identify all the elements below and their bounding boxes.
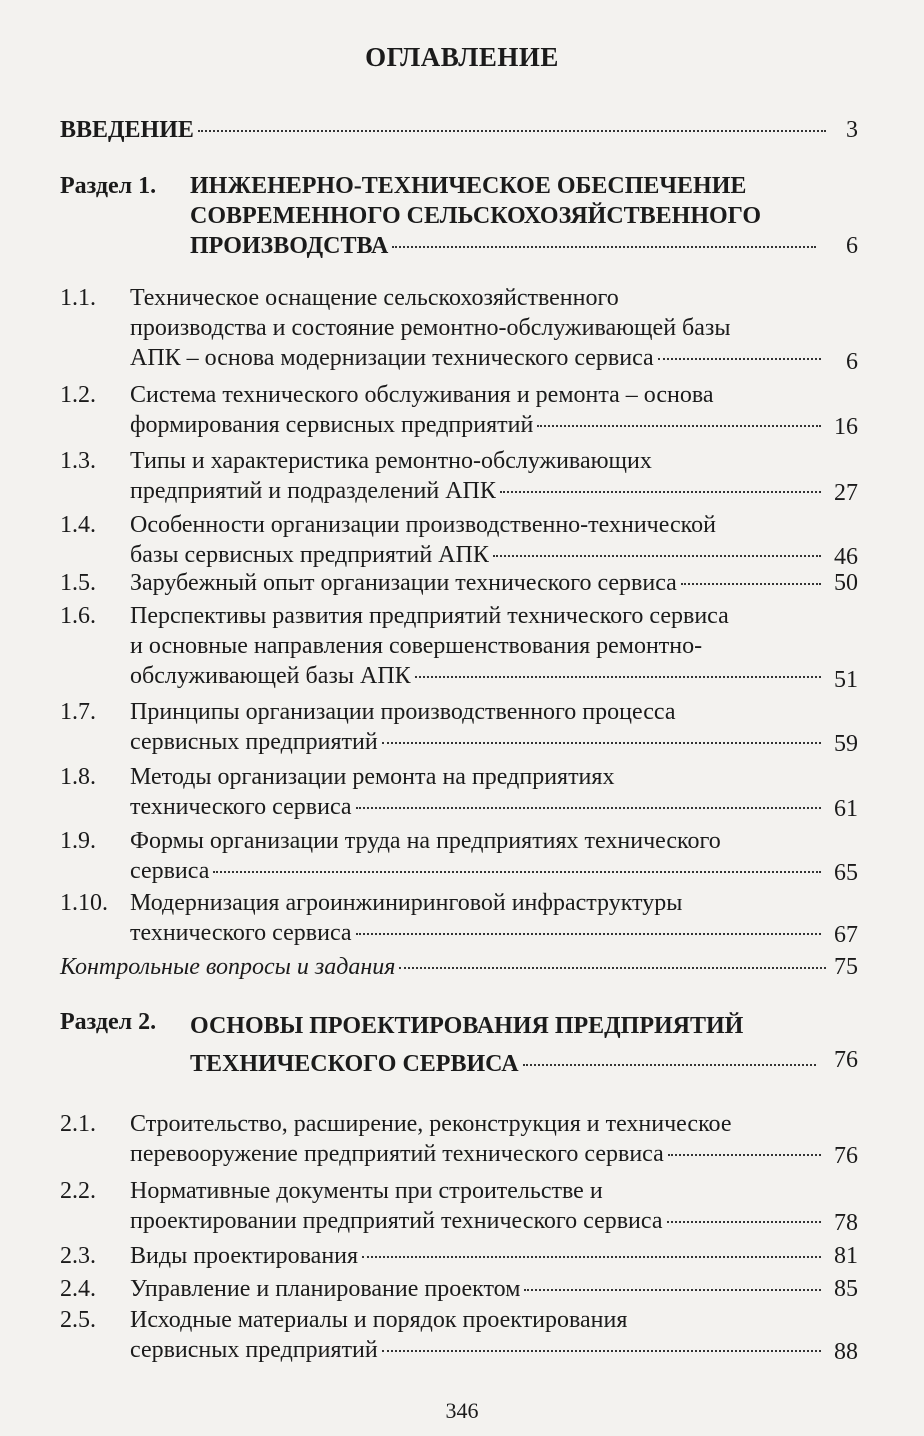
dot-leader (399, 967, 826, 969)
toc-entry-1-9-line: сервиса (130, 858, 210, 884)
toc-entry-1-8-last-line (130, 792, 825, 822)
toc-entry-2-4-last-line (130, 1274, 825, 1304)
toc-entry-2-3-line: Виды проектирования (130, 1243, 359, 1269)
toc-entry-1-3-text (130, 446, 830, 506)
toc-entry-1-1-number: 1.1. (60, 285, 96, 311)
toc-entry-1-1-line: АПК – основа модернизации технического сервиса (130, 345, 654, 371)
dot-leader (523, 1064, 816, 1066)
dot-leader (500, 491, 821, 493)
toc-entry-1-2-page: 16 (834, 414, 858, 440)
toc-entry-2-2-number: 2.2. (60, 1178, 96, 1204)
toc-entry-1-2-text (130, 380, 830, 440)
toc-entry-2-1-last-line (130, 1139, 825, 1169)
section-1-heading-text (190, 171, 830, 261)
page-title: ОГЛАВЛЕНИЕ (365, 42, 559, 72)
toc-entry-1-7-line: Принципы организации производственного процесса (130, 699, 676, 725)
toc-entry-2-1-text (130, 1109, 830, 1169)
toc-entry-1-7-number: 1.7. (60, 699, 96, 725)
intro-label: ВВЕДЕНИЕ (60, 117, 194, 143)
dot-leader (213, 871, 821, 873)
toc-entry-2-1-line: перевооружение предприятий технического сервиса (130, 1141, 664, 1167)
toc-entry-2-4-number: 2.4. (60, 1276, 96, 1302)
section-1-heading-last-line (190, 231, 820, 261)
toc-entry-1-1-line: производства и состояние ремонтно-обслуживающей базы (130, 315, 731, 341)
dot-leader (537, 425, 821, 427)
toc-entry-1-1-text (130, 283, 830, 373)
section-1-heading-line: СОВРЕМЕННОГО СЕЛЬСКОХОЗЯЙСТВЕННОГО (190, 203, 762, 229)
dot-leader (493, 555, 821, 557)
toc-entry-2-3-last-line (130, 1241, 825, 1271)
toc-entry-1-7-page: 59 (834, 731, 858, 757)
toc-entry-1-4-number: 1.4. (60, 512, 96, 538)
dot-leader (681, 583, 821, 585)
toc-entry-1-1-last-line (130, 343, 825, 373)
dot-leader (667, 1221, 822, 1223)
section-1-heading-page: 6 (846, 233, 858, 259)
toc-entry-2-3-page: 81 (834, 1243, 858, 1269)
toc-entry-1-3-page: 27 (834, 480, 858, 506)
toc-entry-2-5-text (130, 1305, 830, 1365)
toc-entry-2-5-page: 88 (834, 1339, 858, 1365)
toc-entry-2-5-last-line (130, 1335, 825, 1365)
toc-entry-2-2-page: 78 (834, 1210, 858, 1236)
toc-entry-1-10-page: 67 (834, 922, 858, 948)
toc-entry-1-10-line: технического сервиса (130, 920, 352, 946)
toc-entry-1-10-last-line (130, 918, 825, 948)
toc-entry-2-3-text (130, 1241, 830, 1271)
section-2-heading-number: Раздел 2. (60, 1009, 157, 1035)
toc-entry-1-9-last-line (130, 856, 825, 886)
toc-entry-1-6-line: и основные направления совершенствования ремонтно- (130, 633, 703, 659)
toc-entry-1-8-number: 1.8. (60, 764, 96, 790)
toc-entry-1-4-line: базы сервисных предприятий АПК (130, 542, 489, 568)
section-1-heading-number: Раздел 1. (60, 173, 157, 199)
toc-entry-1-7-last-line (130, 727, 825, 757)
toc-entry-2-1-page: 76 (834, 1143, 858, 1169)
toc-entry-intro-line (60, 115, 830, 145)
toc-entry-1-10-number: 1.10. (60, 890, 108, 916)
dot-leader (524, 1289, 821, 1291)
toc-entry-1-5-last-line (130, 568, 825, 598)
toc-entry-1-1-line: Техническое оснащение сельскохозяйственного (130, 285, 619, 311)
toc-entry-1-1-page: 6 (846, 349, 858, 375)
toc-entry-1-6-number: 1.6. (60, 603, 96, 629)
toc-entry-1-3-line: предприятий и подразделений АПК (130, 478, 496, 504)
section-2-heading-text (190, 1007, 830, 1083)
toc-entry-2-2-line: проектировании предприятий технического сервиса (130, 1208, 663, 1234)
section-2-heading-line: ТЕХНИЧЕСКОГО СЕРВИСА (190, 1051, 519, 1077)
toc-entry-1-2-line: Система технического обслуживания и ремонта – основа (130, 382, 714, 408)
toc-entry-1-8-line: Методы организации ремонта на предприятиях (130, 764, 615, 790)
toc-entry-1-3-line: Типы и характеристика ремонтно-обслуживающих (130, 448, 652, 474)
toc-entry-2-5-line: Исходные материалы и порядок проектирования (130, 1307, 628, 1333)
dot-leader (382, 1350, 821, 1352)
toc-entry-1-4-text (130, 510, 830, 570)
control-line (60, 952, 830, 982)
section-1-heading-line: ИНЖЕНЕРНО-ТЕХНИЧЕСКОЕ ОБЕСПЕЧЕНИЕ (190, 173, 747, 199)
section-2-heading-line: ОСНОВЫ ПРОЕКТИРОВАНИЯ ПРЕДПРИЯТИЙ (190, 1013, 744, 1039)
toc-entry-2-1-line: Строительство, расширение, реконструкция и техническое (130, 1111, 732, 1137)
toc-entry-1-5-line: Зарубежный опыт организации технического сервиса (130, 570, 677, 596)
toc-entry-1-7-line: сервисных предприятий (130, 729, 378, 755)
toc-entry-1-6-last-line (130, 661, 825, 691)
section-1-heading-line: ПРОИЗВОДСТВА (190, 233, 389, 259)
toc-entry-1-2-number: 1.2. (60, 382, 96, 408)
dot-leader (668, 1154, 821, 1156)
toc-entry-1-6-line: обслуживающей базы АПК (130, 663, 411, 689)
control-label: Контрольные вопросы и задания (60, 954, 396, 980)
toc-entry-1-2-line: формирования сервисных предприятий (130, 412, 534, 438)
toc-entry-2-2-last-line (130, 1206, 825, 1236)
section-2-heading-last-line (190, 1045, 820, 1083)
intro-page: 3 (846, 117, 858, 143)
dot-leader (362, 1256, 821, 1258)
toc-entry-2-2-text (130, 1176, 830, 1236)
toc-entry-1-9-number: 1.9. (60, 828, 96, 854)
toc-entry-1-10-text (130, 888, 830, 948)
toc-entry-1-8-line: технического сервиса (130, 794, 352, 820)
dot-leader (198, 130, 826, 132)
toc-entry-1-7-text (130, 697, 830, 757)
dot-leader (392, 246, 816, 248)
toc-entry-2-5-line: сервисных предприятий (130, 1337, 378, 1363)
toc-entry-1-4-line: Особенности организации производственно-технической (130, 512, 716, 538)
toc-entry-2-5-number: 2.5. (60, 1307, 96, 1333)
toc-entry-1-6-page: 51 (834, 667, 858, 693)
toc-entry-1-8-text (130, 762, 830, 822)
toc-entry-1-8-page: 61 (834, 796, 858, 822)
dot-leader (415, 676, 821, 678)
toc-entry-1-10-line: Модернизация агроинжиниринговой инфраструктуры (130, 890, 683, 916)
toc-entry-2-1-number: 2.1. (60, 1111, 96, 1137)
toc-entry-1-9-line: Формы организации труда на предприятиях технического (130, 828, 721, 854)
control-page: 75 (834, 954, 858, 980)
dot-leader (658, 358, 821, 360)
toc-entry-2-4-page: 85 (834, 1276, 858, 1302)
toc-entry-1-9-page: 65 (834, 860, 858, 886)
toc-entry-2-4-line: Управление и планирование проектом (130, 1276, 521, 1302)
section-2-heading-page: 76 (834, 1047, 858, 1073)
toc-entry-1-9-text (130, 826, 830, 886)
toc-entry-1-3-number: 1.3. (60, 448, 96, 474)
toc-entry-1-3-last-line (130, 476, 825, 506)
toc-entry-1-5-number: 1.5. (60, 570, 96, 596)
toc-entry-2-2-line: Нормативные документы при строительстве и (130, 1178, 603, 1204)
page-number: 346 (445, 1398, 479, 1423)
toc-entry-1-5-text (130, 568, 830, 598)
toc-entry-2-4-text (130, 1274, 830, 1304)
dot-leader (382, 742, 821, 744)
dot-leader (356, 933, 821, 935)
toc-entry-2-3-number: 2.3. (60, 1243, 96, 1269)
toc-entry-1-6-line: Перспективы развития предприятий технического сервиса (130, 603, 729, 629)
toc-entry-1-4-last-line (130, 540, 825, 570)
toc-entry-1-2-last-line (130, 410, 825, 440)
toc-entry-1-6-text (130, 601, 830, 691)
toc-entry-1-5-page: 50 (834, 570, 858, 596)
toc-entry-1-4-page: 46 (834, 544, 858, 570)
dot-leader (356, 807, 821, 809)
